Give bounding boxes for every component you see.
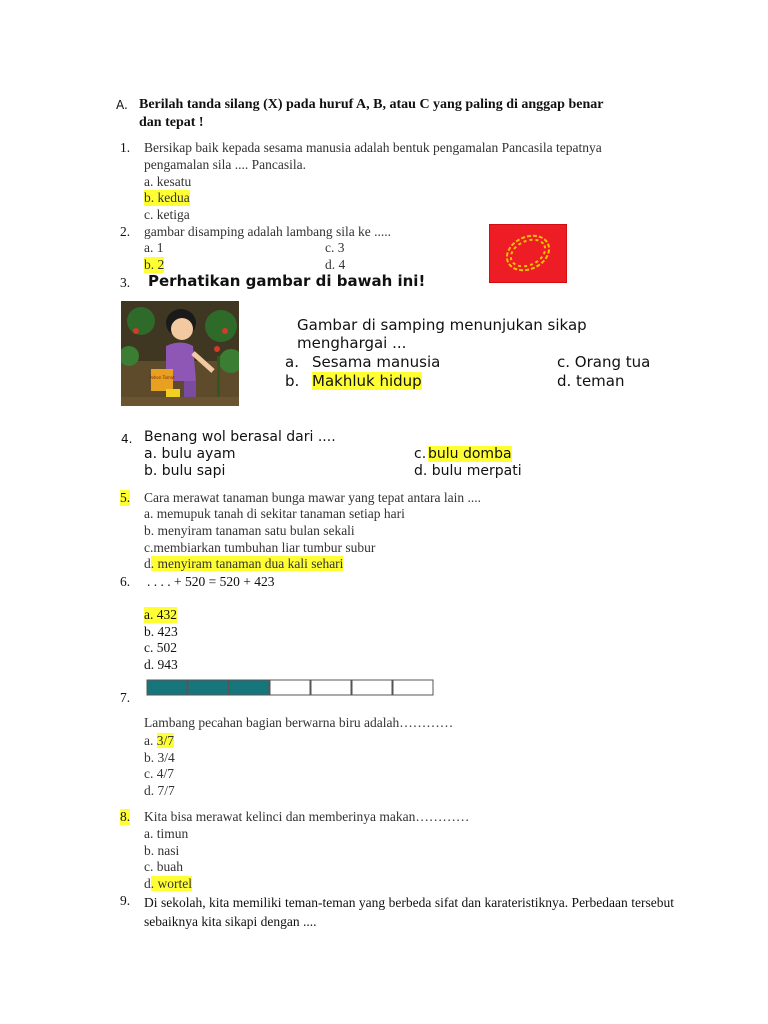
q8-option-d <box>144 876 192 892</box>
q7-option-b: b. 3/4 <box>144 750 175 765</box>
q8-option-c: c. buah <box>144 859 183 874</box>
fraction-cell-filled <box>147 680 187 695</box>
q7-number: 7. <box>120 690 131 705</box>
q3-option-b-letter: b. <box>285 372 300 390</box>
q3-number: 3. <box>120 275 131 290</box>
q5-number: 5. <box>120 490 131 505</box>
q6-option-a-answer: a. 432 <box>144 607 177 622</box>
section-marker: A. <box>116 98 128 112</box>
q5-option-d-answer: . menyiram tanaman dua kali sehari <box>150 556 344 571</box>
q3-title: Perhatikan gambar di bawah ini! <box>148 272 426 290</box>
chain-emblem-image <box>489 224 567 283</box>
q1-option-b-answer: b. kedua <box>144 190 190 205</box>
q8-number: 8. <box>120 809 131 824</box>
fraction-cell-empty <box>393 680 433 695</box>
q5-option-a: a. memupuk tanah di sekitar tanaman setiap hari <box>144 506 405 521</box>
q5-option-d <box>144 556 343 572</box>
q1-text-line-1: Bersikap baik kepada sesama manusia adalah bentuk pengamalan Pancasila tepatnya <box>144 140 602 155</box>
fraction-cell-filled <box>229 680 269 695</box>
q5-option-d-letter: d <box>144 556 151 571</box>
q8-option-a: a. timun <box>144 826 189 841</box>
fraction-cell-empty <box>352 680 392 695</box>
q4-option-b: b. bulu sapi <box>144 463 226 479</box>
q2-number: 2. <box>120 224 131 239</box>
q5-option-b: b. menyiram tanaman satu bulan sekali <box>144 523 355 538</box>
girl-watering-plants-image <box>121 301 239 406</box>
q6-text: . . . . + 520 = 520 + 423 <box>147 574 275 589</box>
q3-option-b-answer: Makhluk hidup <box>312 372 422 390</box>
q8-option-b: b. nasi <box>144 843 180 858</box>
instruction-line-2: dan tepat ! <box>139 115 204 130</box>
q4-option-d: d. bulu merpati <box>414 463 522 479</box>
q6-number: 6. <box>120 574 131 589</box>
q6-option-c: c. 502 <box>144 640 177 655</box>
instruction-line-1: Berilah tanda silang (X) pada huruf A, B, atau C yang paling di anggap benar <box>139 97 604 112</box>
q3-option-c: c. Orang tua <box>557 353 651 371</box>
q8-option-d-letter: d <box>144 876 151 891</box>
fraction-bar <box>146 679 436 697</box>
fraction-cell-empty <box>311 680 351 695</box>
q4-number: 4. <box>121 432 133 446</box>
q3-question-line-2: menghargai ... <box>297 334 407 352</box>
q1-option-c: c. ketiga <box>144 207 190 222</box>
fraction-cell-empty <box>270 680 310 695</box>
q4-option-a: a. bulu ayam <box>144 446 236 462</box>
fraction-cell-filled <box>188 680 228 695</box>
q6-option-b: b. 423 <box>144 624 178 639</box>
q4-text: Benang wol berasal dari .... <box>144 429 336 445</box>
q2-option-c: c. 3 <box>325 240 345 255</box>
q7-option-c: c. 4/7 <box>144 766 174 781</box>
q2-option-b-answer: b. 2 <box>144 257 165 272</box>
q3-option-d: d. teman <box>557 372 625 390</box>
q8-text: Kita bisa merawat kelinci dan memberinya makan………… <box>144 809 470 824</box>
q1-text-line-2: pengamalan sila .... Pancasila. <box>144 157 306 172</box>
q7-option-a-answer: 3/7 <box>156 733 175 748</box>
q3-question-line-1: Gambar di samping menunjukan sikap <box>297 316 587 334</box>
q2-text: gambar disamping adalah lambang sila ke ..... <box>144 224 392 239</box>
q4-option-c-answer: bulu domba <box>428 446 512 462</box>
q7-option-d: d. 7/7 <box>144 783 175 798</box>
q1-option-a: a. kesatu <box>144 174 192 189</box>
q9-text: Di sekolah, kita memiliki teman-teman yang berbeda sifat dan karateristiknya. Perbedaan tersebut sebaiknya kita sikapi dengan .... <box>144 895 674 929</box>
q3-option-a: Sesama manusia <box>312 353 441 371</box>
q1-number: 1. <box>120 140 131 155</box>
q3-option-a-letter: a. <box>285 353 299 371</box>
q4-option-c-letter: c. <box>414 446 427 462</box>
bucket-label: Pohon Tomat <box>149 375 175 380</box>
q5-option-c: c.membiarkan tumbuhan liar tumbur subur <box>144 540 376 555</box>
q5-text: Cara merawat tanaman bunga mawar yang tepat antara lain .... <box>144 490 481 505</box>
q7-text: Lambang pecahan bagian berwarna biru adalah………… <box>144 715 454 730</box>
q9-number: 9. <box>120 893 131 908</box>
q6-option-d: d. 943 <box>144 657 178 672</box>
q2-option-d: d. 4 <box>325 257 346 272</box>
q7-option-a-letter: a. <box>144 733 154 748</box>
q8-option-d-answer: . wortel <box>150 876 192 891</box>
q7-option-a <box>144 733 174 749</box>
q2-option-a: a. 1 <box>144 240 164 255</box>
